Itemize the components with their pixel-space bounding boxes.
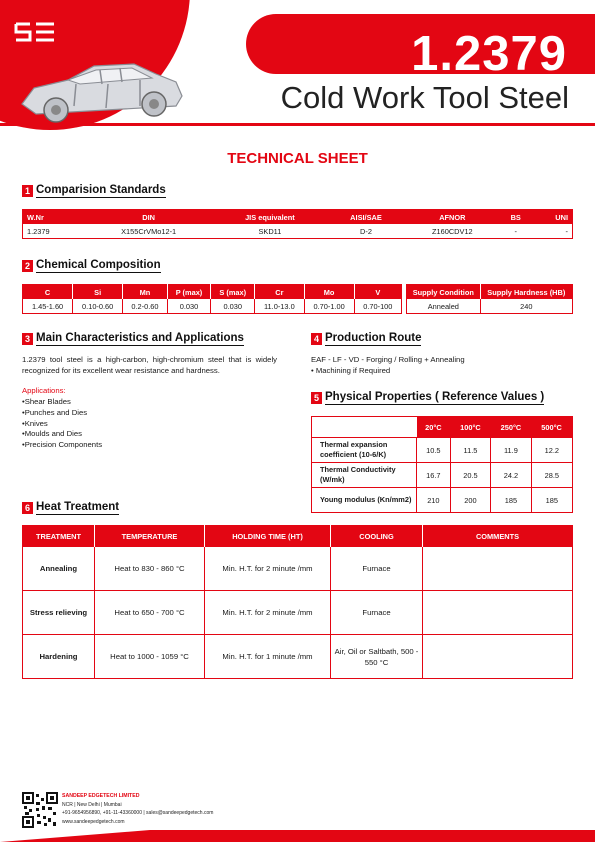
- header-divider: [0, 123, 595, 126]
- row-label: Thermal expansion coefficient (10-6/K): [312, 438, 417, 463]
- standards-table: [22, 209, 573, 239]
- header-cell: 20°C: [417, 417, 451, 438]
- table-cell: Hardening: [23, 635, 95, 679]
- header-cell: Mo: [304, 285, 354, 300]
- table-row: [23, 635, 573, 679]
- section-title: Chemical Composition: [36, 259, 161, 271]
- table-cell: 11.5: [450, 438, 490, 463]
- table-cell: 20.5: [450, 463, 490, 488]
- list-item: • Shear Blades: [22, 397, 102, 408]
- header-cell: 100°C: [450, 417, 490, 438]
- table-cell: [423, 635, 573, 679]
- section-number: 1: [22, 185, 33, 197]
- table-header-row: [23, 210, 573, 225]
- table-cell: 185: [531, 488, 572, 513]
- heat-treatment-table: [22, 525, 573, 679]
- header-cell: BS: [500, 210, 531, 225]
- footer-bar-cutout: [0, 830, 150, 842]
- car-body-frame-image: [16, 44, 188, 130]
- route-line: • Machining if Required: [311, 366, 391, 375]
- section-number: 5: [311, 392, 322, 404]
- header-cell: UNI: [531, 210, 572, 225]
- section-number: 6: [22, 502, 33, 514]
- table-cell: Furnace: [331, 547, 423, 591]
- header-cell: HOLDING TIME (HT): [205, 526, 331, 547]
- document-title: TECHNICAL SHEET: [227, 150, 368, 167]
- table-cell: Min. H.T. for 2 minute /mm: [205, 591, 331, 635]
- section-number: 2: [22, 260, 33, 272]
- table-cell: 0.70-1.00: [304, 299, 354, 314]
- section-1-heading: [22, 184, 166, 198]
- header-cell: Supply Hardness (HB): [480, 285, 572, 300]
- company-website[interactable]: www.sandeepedgetech.com: [62, 818, 125, 825]
- section-title: Production Route: [325, 332, 422, 344]
- table-cell: Heat to 1000 - 1059 °C: [95, 635, 205, 679]
- list-item: • Knives: [22, 419, 102, 430]
- header-cell: Cr: [255, 285, 304, 300]
- table-row: [23, 224, 573, 239]
- table-cell: [423, 547, 573, 591]
- header-cell: W.Nr: [23, 210, 86, 225]
- company-cities: NCR | New Delhi | Mumbai: [62, 801, 122, 808]
- table-cell: Furnace: [331, 591, 423, 635]
- production-route: [311, 354, 465, 376]
- header-cell: S (max): [211, 285, 255, 300]
- header-cell: P (max): [167, 285, 211, 300]
- header-cell: [312, 417, 417, 438]
- physical-properties-table: [311, 416, 573, 513]
- qr-code-icon[interactable]: [22, 792, 58, 828]
- table-row: [312, 463, 573, 488]
- header-cell: Supply Condition: [407, 285, 481, 300]
- table-cell: 12.2: [531, 438, 572, 463]
- row-label: Young modulus (Kn/mm2): [312, 488, 417, 513]
- supply-table: [406, 284, 573, 314]
- table-header-row: [407, 285, 573, 300]
- header-cell: DIN: [85, 210, 212, 225]
- table-header-row: [23, 285, 402, 300]
- table-cell: 200: [450, 488, 490, 513]
- table-cell: 240: [480, 299, 572, 314]
- table-cell: 1.45-1.60: [31, 301, 64, 311]
- section-2-heading: [22, 259, 161, 273]
- table-cell: 28.5: [531, 463, 572, 488]
- section-number: 3: [22, 333, 33, 345]
- table-cell: [423, 591, 573, 635]
- table-cell: 185: [491, 488, 531, 513]
- company-name: SANDEEP EDGETECH LIMITED: [62, 793, 140, 799]
- table-cell: Annealing: [23, 547, 95, 591]
- table-row: [23, 299, 402, 314]
- table-cell: 10.5: [417, 438, 451, 463]
- section-number: 4: [311, 333, 322, 345]
- header-cell: C: [23, 285, 73, 300]
- table-cell: Min. H.T. for 2 minute /mm: [205, 547, 331, 591]
- table-header-row: [23, 526, 573, 547]
- table-cell: Annealed: [427, 301, 459, 311]
- list-item: • Precision Components: [22, 440, 102, 451]
- header-cell: TREATMENT: [23, 526, 95, 547]
- grade-banner: [246, 14, 595, 81]
- header-cell: Si: [73, 285, 123, 300]
- table-cell: Z160CDV12: [432, 226, 473, 236]
- section-6-heading: [22, 501, 119, 515]
- company-contact: +91-9654956890, +91-11-43360000 | sales@sandeepedgetech.com: [62, 810, 214, 817]
- header-cell: TEMPERATURE: [95, 526, 205, 547]
- footer-contact: [62, 792, 213, 826]
- list-item: • Moulds and Dies: [22, 429, 102, 440]
- row-label: Thermal Conductivity (W/mk): [312, 463, 417, 488]
- table-cell: X155CrVMo12-1: [121, 226, 177, 236]
- applications-title: Applications:: [22, 386, 66, 395]
- table-cell: Heat to 650 - 700 °C: [95, 591, 205, 635]
- composition-table: [22, 284, 402, 314]
- table-cell: Air, Oil or Saltbath, 500 - 550 °C: [331, 635, 423, 679]
- applications-list: [22, 397, 102, 451]
- table-row: [23, 547, 573, 591]
- table-cell: Min. H.T. for 1 minute /mm: [205, 635, 331, 679]
- grade-number: 1.2379: [411, 27, 567, 81]
- table-cell: 11.0-13.0: [255, 299, 304, 314]
- table-row: [407, 299, 573, 314]
- table-cell: 0.030: [167, 299, 211, 314]
- header-cell: AFNOR: [404, 210, 500, 225]
- section-title: Main Characteristics and Applications: [36, 332, 244, 344]
- table-cell: -: [565, 226, 568, 236]
- company-logo: [14, 20, 58, 44]
- table-cell: 0.2-0.60: [123, 299, 167, 314]
- table-row: [312, 438, 573, 463]
- header-cell: COOLING: [331, 526, 423, 547]
- table-cell: 0.70-100: [354, 299, 401, 314]
- header-cell: COMMENTS: [423, 526, 573, 547]
- header-cell: AISI/SAE: [328, 210, 405, 225]
- section-title: Physical Properties ( Reference Values ): [325, 391, 545, 403]
- header-cell: V: [354, 285, 401, 300]
- steel-type-subtitle: Cold Work Tool Steel: [280, 80, 569, 115]
- table-cell: 16.7: [417, 463, 451, 488]
- header-cell: JIS equivalent: [212, 210, 328, 225]
- table-cell: SKD11: [258, 226, 282, 236]
- section-5-heading: [311, 391, 544, 405]
- table-cell: Heat to 830 - 860 °C: [95, 547, 205, 591]
- table-cell: 0.10-0.60: [73, 299, 123, 314]
- table-cell: 210: [417, 488, 451, 513]
- table-cell: 11.9: [491, 438, 531, 463]
- section-title: Heat Treatment: [36, 501, 120, 513]
- header-cell: Mn: [123, 285, 167, 300]
- table-cell: 0.030: [211, 299, 255, 314]
- header-cell: 250°C: [491, 417, 531, 438]
- section-4-heading: [311, 332, 421, 346]
- characteristics-text: 1.2379 tool steel is a high-carbon, high-chromium steel that is widely recognized for its excellent wear resistance and hardness.: [22, 355, 277, 375]
- list-item: • Punches and Dies: [22, 408, 102, 419]
- table-cell: 1.2379: [27, 226, 50, 236]
- table-cell: D-2: [360, 226, 372, 236]
- table-header-row: [312, 417, 573, 438]
- route-line: EAF - LF - VD - Forging / Rolling + Annealing: [311, 355, 465, 364]
- header-cell: 500°C: [531, 417, 572, 438]
- table-row: [23, 591, 573, 635]
- table-cell: 24.2: [491, 463, 531, 488]
- table-cell: -: [514, 226, 517, 236]
- section-title: Comparision Standards: [36, 184, 166, 196]
- table-cell: Stress relieving: [23, 591, 95, 635]
- table-row: [312, 488, 573, 513]
- section-3-heading: [22, 332, 244, 346]
